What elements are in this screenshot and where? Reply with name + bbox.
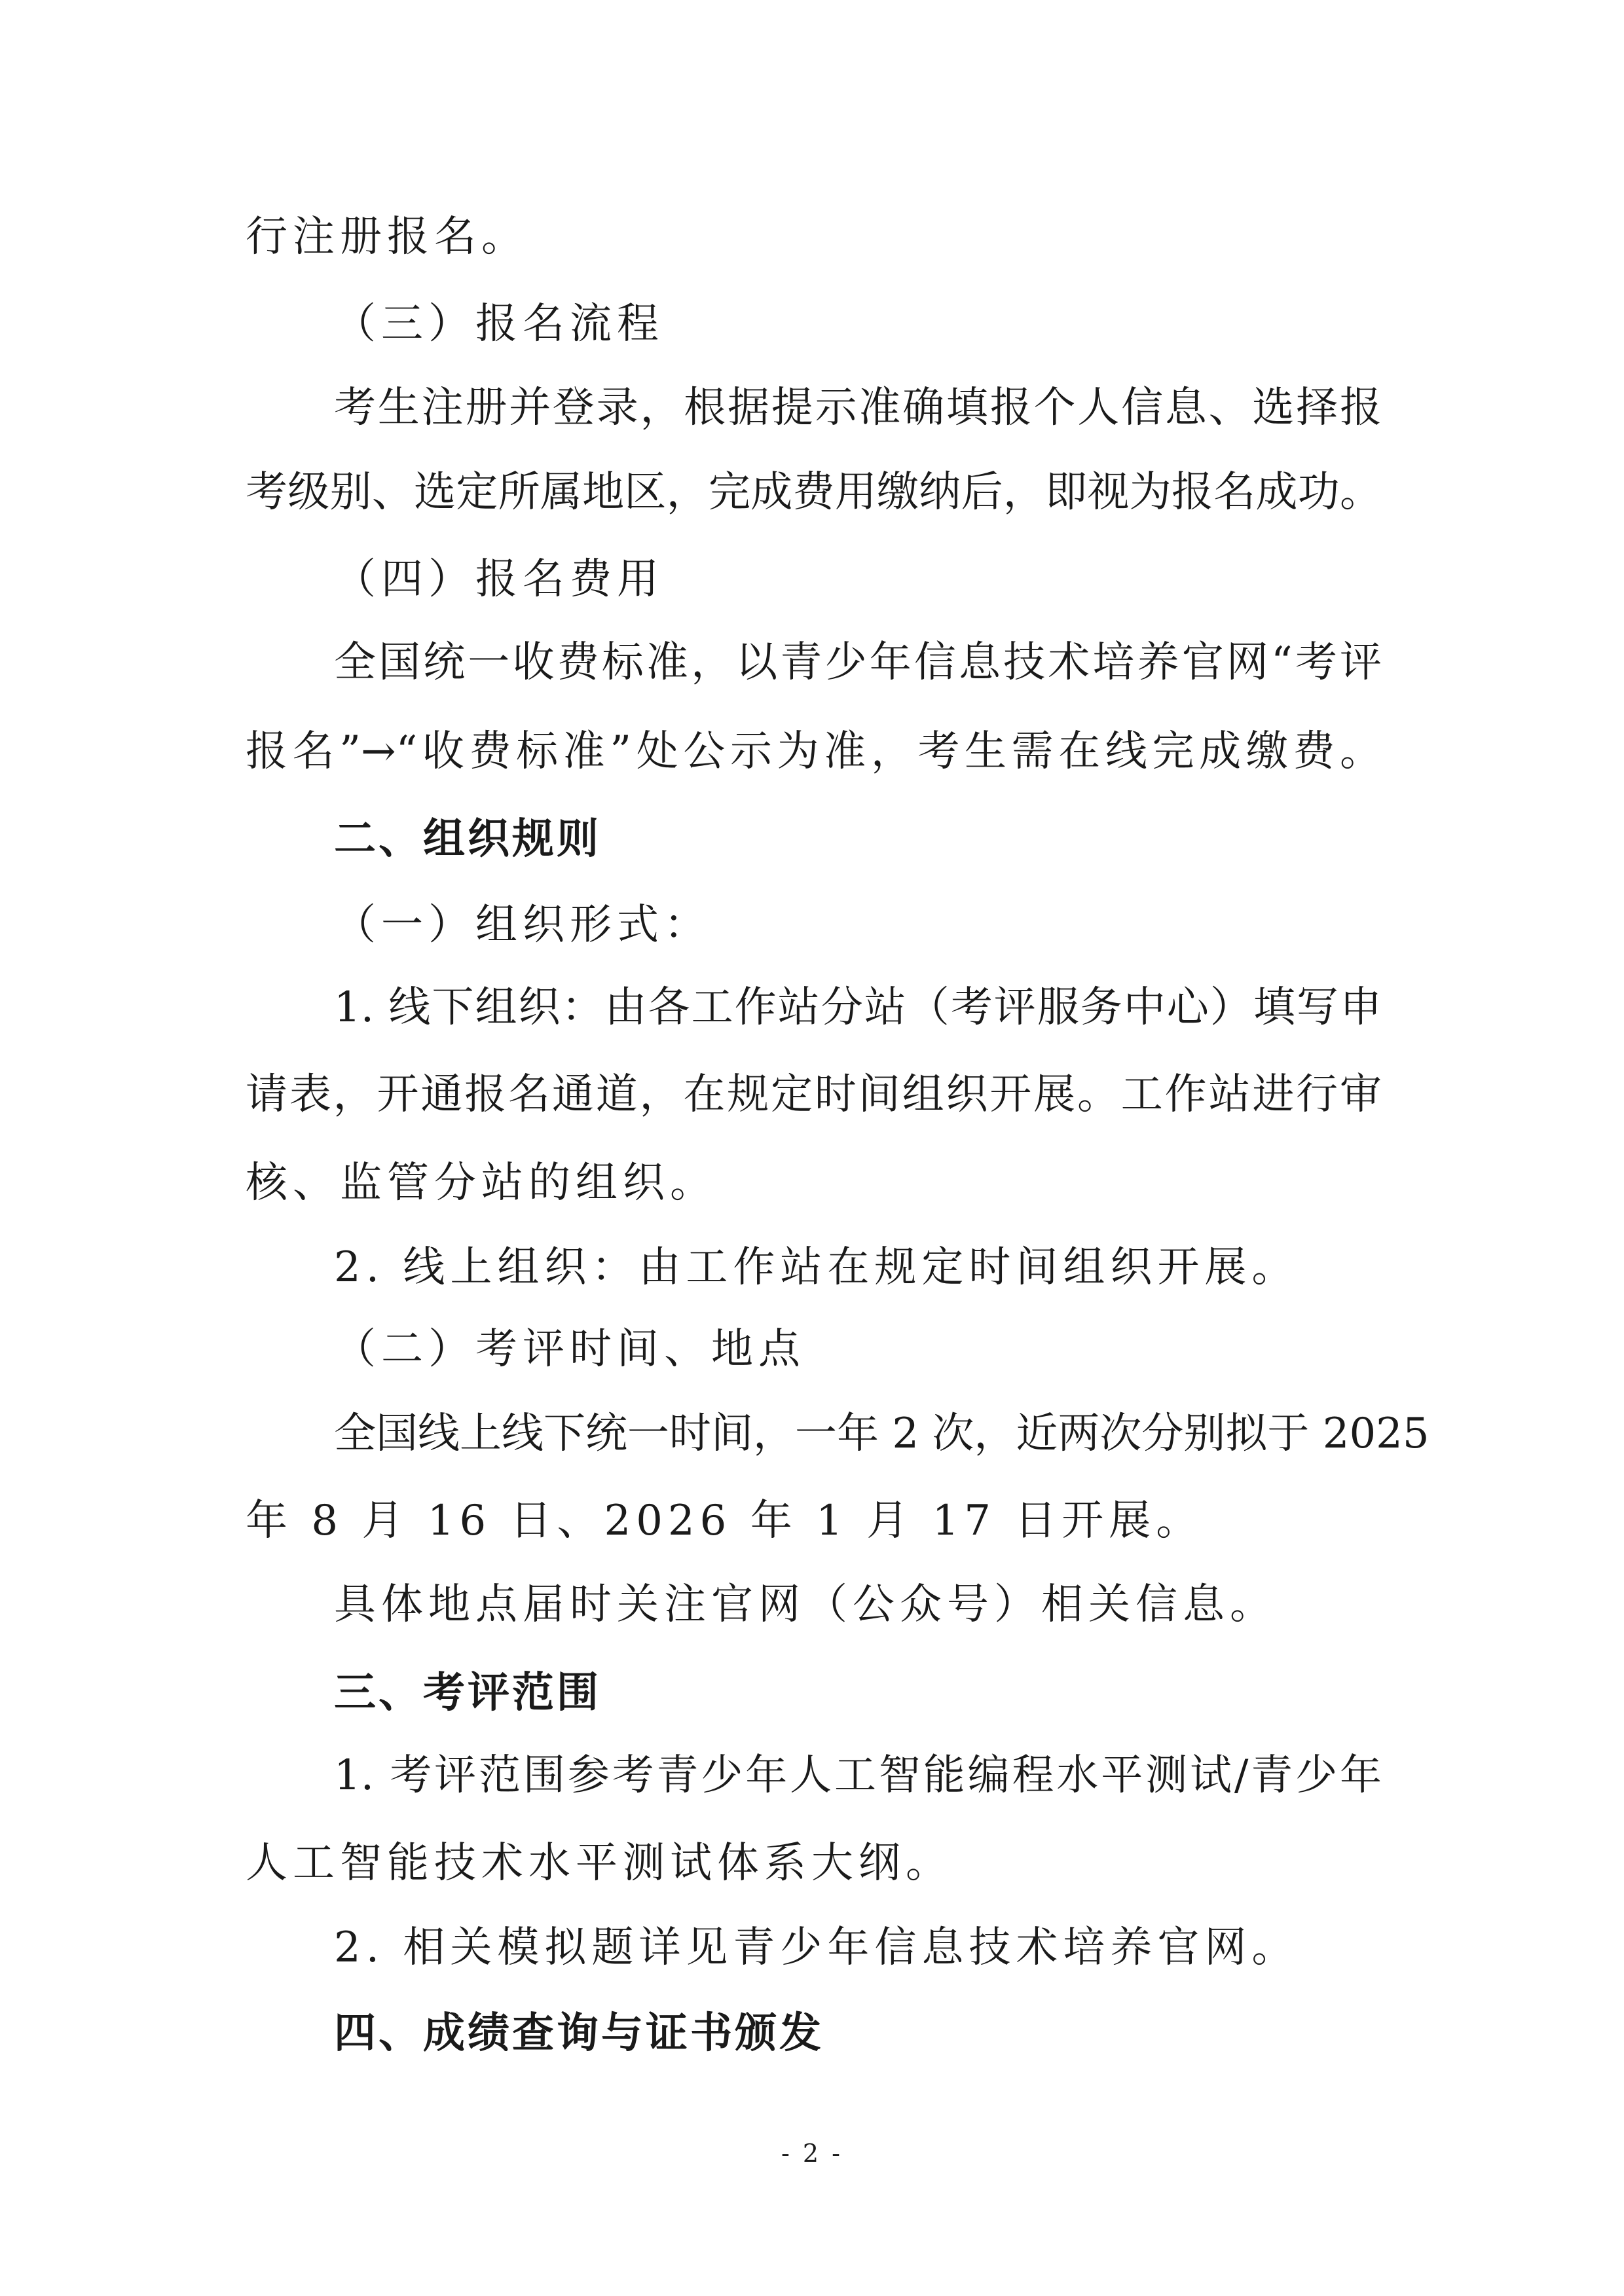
body-text-line: 年 8 月 16 日、2026 年 1 月 17 日开展。 <box>246 1497 1204 1545</box>
body-text-line: 1. 线下组织：由各工作站分站（考评服务中心）填写申 <box>334 983 1382 1032</box>
body-text-line: 考级别、选定所属地区，完成费用缴纳后，即视为报名成功。 <box>246 468 1382 517</box>
sub-heading: （一）组织形式： <box>334 901 711 949</box>
body-text-line: 核、监管分站的组织。 <box>246 1159 717 1207</box>
body-text-line: 全国线上线下统一时间，一年 2 次，近两次分别拟于 2025 <box>334 1410 1430 1458</box>
body-text-line: 行注册报名。 <box>246 213 528 261</box>
body-text-line: 全国统一收费标准，以青少年信息技术培养官网“考评 <box>334 638 1382 687</box>
body-text-line: 考生注册并登录，根据提示准确填报个人信息、选择报 <box>334 384 1382 432</box>
sub-heading: （三）报名流程 <box>334 300 664 348</box>
body-text-line: 2. 线上组织：由工作站在规定时间组织开展。 <box>334 1243 1299 1292</box>
body-text-line: 报名”→“收费标准”处公示为准，考生需在线完成缴费。 <box>246 727 1382 776</box>
section-heading: 四、成绩查询与证书颁发 <box>334 2009 824 2058</box>
body-text-line: 1. 考评范围参考青少年人工智能编程水平测试/青少年 <box>334 1751 1382 1800</box>
page-number: - 2 - <box>781 2139 843 2168</box>
body-text-line: 人工智能技术水平测试体系大纲。 <box>246 1839 953 1887</box>
section-heading: 三、考评范围 <box>334 1669 601 1717</box>
sub-heading: （四）报名费用 <box>334 555 664 604</box>
section-heading: 二、组织规则 <box>334 815 601 864</box>
body-text-line: 具体地点届时关注官网（公众号）相关信息。 <box>334 1580 1277 1629</box>
body-text-line: 请表，开通报名通道，在规定时间组织开展。工作站进行审 <box>246 1070 1382 1119</box>
body-text-line: 2. 相关模拟题详见青少年信息技术培养官网。 <box>334 1923 1299 1972</box>
sub-heading: （二）考评时间、地点 <box>334 1325 805 1374</box>
